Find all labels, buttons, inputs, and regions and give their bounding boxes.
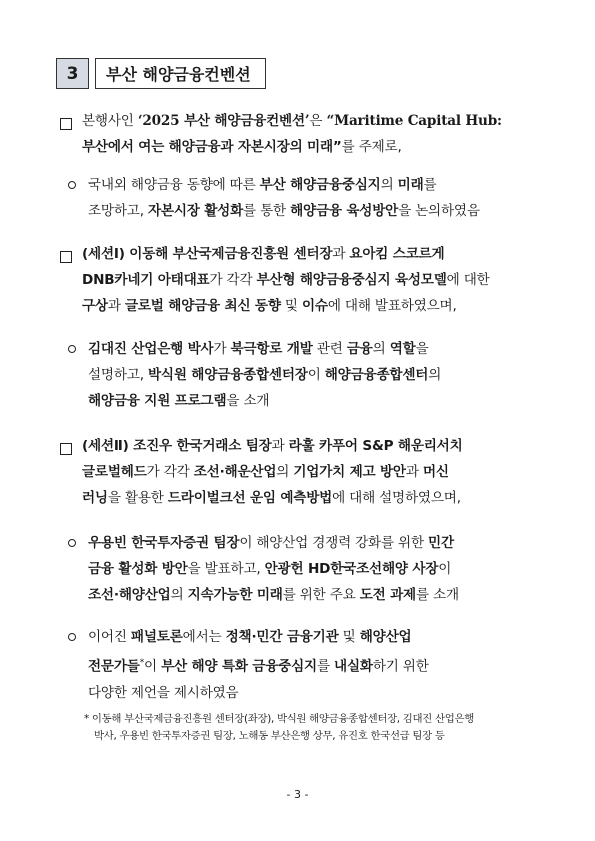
paragraph-line [88, 624, 429, 650]
paragraph-line [82, 267, 490, 293]
text-run: 을 논의하였음 [398, 203, 480, 219]
text-run: 과 [107, 298, 125, 314]
text-run: 를 소개 [415, 587, 459, 603]
paragraph-line [82, 241, 490, 267]
text-run: 에 대해 발표하였으며, [327, 298, 457, 314]
text-run: 설명하고, [88, 367, 148, 383]
text-run: 의 [170, 587, 188, 603]
paragraph-line [88, 172, 480, 198]
text-run: 의 [380, 177, 398, 193]
text-run: 에 대해 설명하였으며, [332, 490, 461, 506]
emphasis: 전문가들 [88, 658, 140, 675]
square-bullet-icon [60, 118, 72, 130]
emphasis: 정책·민간 금융기관 [225, 629, 339, 645]
text-run: 을 활용한 [107, 490, 168, 506]
footnote-line: * 이동해 부산국제금융진흥원 센터장(좌장), 박식원 해양금융종합센터장, 김대진 산업은행 [84, 713, 474, 725]
text-run: 를 [316, 658, 335, 675]
paragraph-line [82, 459, 463, 485]
theme-title: 부산에서 여는 해양금융과 자본시장의 미래” [82, 139, 342, 155]
emphasis: 러닝 [82, 490, 108, 506]
footnote-marker: * [139, 658, 145, 668]
sub-paragraph-3 [88, 530, 459, 608]
sub-paragraph-2 [88, 336, 441, 414]
emphasis: 라훌 카푸어 S&P 해운리서치 [288, 438, 463, 454]
emphasis: 금융 [346, 341, 373, 357]
text-run: 의 [372, 341, 390, 357]
emphasis: 김대진 산업은행 박사 [88, 341, 214, 357]
circle-bullet-icon [68, 539, 76, 547]
emphasis: 부산형 해양금융중심지 육성모델 [256, 272, 447, 288]
emphasis: 미래 [397, 177, 424, 193]
text-run: 에 대한 [446, 272, 490, 288]
emphasis: 요아킴 스코르게 [349, 246, 445, 262]
paragraph-line [88, 650, 429, 680]
text-run: 관련 [312, 341, 347, 357]
text-run: 이 [144, 658, 162, 675]
section-title: 부산 해양금융컨벤션 [95, 58, 266, 89]
emphasis: 민간 [428, 535, 454, 551]
text-run: 를 위한 주요 [282, 587, 360, 603]
square-bullet-icon [60, 251, 72, 263]
text-run: 을 발표하고, [187, 561, 265, 577]
emphasis: 박식원 해양금융종합센터장 [147, 367, 308, 383]
text-run: 를 통한 [243, 203, 291, 219]
paragraph-session-1 [82, 241, 490, 319]
paragraph-line [88, 198, 480, 224]
emphasis: 해양금융 지원 프로그램 [88, 393, 227, 409]
emphasis: 금융 활성화 방안 [88, 561, 188, 577]
emphasis: 기업가치 제고 방안 [293, 464, 406, 480]
paragraph-line [82, 108, 502, 134]
paragraph-line [88, 388, 441, 414]
paragraph-line [82, 485, 463, 511]
circle-bullet-icon [68, 181, 76, 189]
text-run: 과 [332, 246, 350, 262]
text-run: 가 각각 [209, 272, 257, 288]
footnote-line: 박사, 우용빈 한국투자증권 팀장, 노해동 부산은행 상무, 유진호 한국선급 팀장 등 [94, 730, 445, 742]
text-run: 이 [307, 367, 325, 383]
text-run: 이 [438, 561, 452, 577]
emphasis: 조선·해양산업 [88, 587, 171, 603]
emphasis: (세션Ⅰ) 이동해 부산국제금융진흥원 센터장 [82, 246, 333, 262]
emphasis: 도전 과제 [359, 587, 416, 603]
event-name: ‘2025 부산 해양금융컨벤션’ [137, 113, 310, 129]
paragraph-line [88, 336, 441, 362]
emphasis: 해양금융 육성방안 [290, 203, 399, 219]
text-run: 및 [338, 629, 360, 645]
emphasis: 부산 해양금융중심지 [259, 177, 381, 193]
paragraph-line [82, 134, 502, 160]
emphasis: 해양금융종합센터 [324, 367, 429, 383]
paragraph-line [88, 680, 429, 706]
circle-bullet-icon [68, 633, 76, 641]
section-heading [56, 57, 266, 90]
text-run: 하기 위한 [372, 658, 429, 675]
theme-title: “Maritime Capital Hub: [326, 113, 502, 129]
emphasis: 글로벌헤드 [82, 464, 147, 480]
emphasis: 글로벌 해양금융 최신 동향 [124, 298, 281, 314]
text-run: 의 [428, 367, 442, 383]
emphasis: 해양산업 [359, 629, 412, 645]
paragraph-1 [82, 108, 502, 160]
paragraph-session-2 [82, 433, 463, 511]
paragraph-line [82, 433, 463, 459]
circle-bullet-icon [68, 345, 76, 353]
emphasis: 안광헌 HD한국조선해양 사장 [264, 561, 439, 577]
paragraph-line [82, 293, 490, 319]
square-bullet-icon [60, 443, 72, 455]
text-run: 가 [213, 341, 231, 357]
emphasis: 부산 해양 특화 금융중심지 [161, 658, 317, 675]
paragraph-line [88, 556, 459, 582]
emphasis: 역할 [389, 341, 416, 357]
text-run: 국내외 해양금융 동향에 따른 [88, 177, 260, 193]
text-run: 과 [405, 464, 423, 480]
text-run: 다양한 제언을 제시하였음 [88, 684, 239, 701]
emphasis: 이슈 [301, 298, 328, 314]
text-run: 에서는 [182, 629, 226, 645]
emphasis: 조선·해운산업 [193, 464, 277, 480]
text-run: 을 [415, 341, 429, 357]
emphasis: 드라이벌크선 운임 예측방법 [167, 490, 333, 506]
sub-paragraph-4 [88, 624, 429, 706]
emphasis: 내실화 [334, 658, 373, 675]
text-run: 를 주제로, [341, 139, 402, 155]
footnote [84, 711, 474, 745]
paragraph-line [88, 582, 459, 608]
paragraph-line [88, 362, 441, 388]
page-number: - 3 - [286, 788, 309, 801]
text-run: 가 각각 [146, 464, 194, 480]
paragraph-line [88, 530, 459, 556]
emphasis: 머신 [422, 464, 449, 480]
section-number: 3 [56, 58, 89, 89]
text-run: 의 [276, 464, 294, 480]
emphasis: 패널토론 [130, 629, 183, 645]
text-run: 이어진 [88, 629, 131, 645]
text-run: 을 소개 [226, 393, 270, 409]
text-run: 및 [280, 298, 302, 314]
sub-paragraph-1 [88, 172, 480, 224]
emphasis: 북극항로 개발 [230, 341, 313, 357]
text-run: 를 [423, 177, 437, 193]
text-run: 은 [309, 113, 327, 129]
emphasis: 지속가능한 미래 [187, 587, 283, 603]
text-run: 조망하고, [88, 203, 148, 219]
emphasis: DNB카네기 아태대표 [82, 272, 210, 288]
emphasis: 우용빈 한국투자증권 팀장 [88, 535, 240, 551]
text-run: 과 [271, 438, 289, 454]
emphasis: 자본시장 활성화 [147, 203, 244, 219]
text-run: 본행사인 [82, 113, 138, 129]
text-run: 이 해양산업 경쟁력 강화를 위한 [239, 535, 429, 551]
emphasis: 구상 [82, 298, 108, 314]
emphasis: (세션Ⅱ) 조진우 한국거래소 팀장 [82, 438, 272, 454]
